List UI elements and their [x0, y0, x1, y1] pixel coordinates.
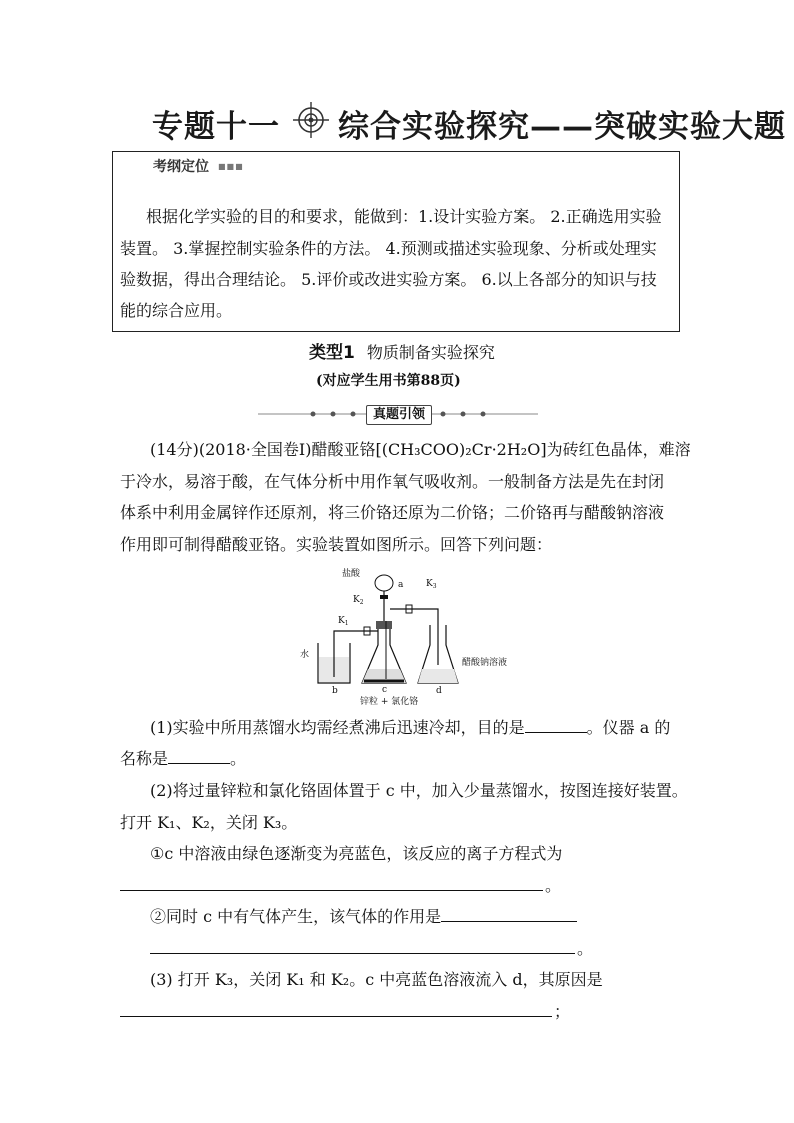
chapter-number: 专题十一 [152, 109, 280, 145]
label-a: a [398, 580, 404, 590]
section-subtitle: 物质制备实验探究 [366, 343, 495, 362]
q3-end: ； [554, 1002, 571, 1021]
syllabus-line-1: 根据化学实验的目的和要求，能做到：1.设计实验方案。 2.正确选用实验 [146, 207, 662, 226]
section-heading [309, 338, 495, 363]
label-water: 水 [300, 650, 310, 660]
problem-intro-line-3: 体系中利用金属锌作还原剂，将三价铬还原为二价铬；二价铬再与醋酸钠溶液 [120, 503, 665, 522]
q2-1-end: 。 [545, 876, 562, 895]
q1-text-b: 。仪器 a 的 [586, 718, 671, 737]
label-hcl: 盐酸 [342, 569, 361, 579]
label-b: b [332, 686, 338, 696]
question-2-line-2: 打开 K₁、K₂，关闭 K₃。 [120, 813, 298, 832]
label-k1: $K_1$ [338, 616, 349, 627]
q1-text-d: 。 [230, 749, 247, 768]
heading-dots-decoration: ■■■ [218, 162, 244, 171]
label-zn-crcl: 锌粒 + 氯化铬 [360, 697, 419, 707]
problem-intro-line-2: 于冷水，易溶于酸，在气体分析中用作氧气吸收剂。一般制备方法是先在封闭 [120, 472, 665, 491]
syllabus-line-4: 能的综合应用。 [120, 301, 233, 320]
question-2-line-1: (2)将过量锌粒和氯化铬固体置于 c 中，加入少量蒸馏水，按图连接好装置。 [150, 781, 688, 800]
q2-2-blank[interactable] [441, 909, 577, 922]
q2-2-answer-line[interactable] [150, 953, 575, 954]
syllabus-line-2: 装置。 3.掌握控制实验条件的方法。 4.预测或描述实验现象、分析或处理实 [120, 239, 657, 258]
real-exam-label: 真题引领 [366, 405, 432, 425]
problem-intro-line-4: 作用即可制得醋酸亚铬。实验装置如图所示。回答下列问题： [120, 535, 553, 554]
section-type-label: 类型1 [309, 343, 355, 363]
q1-blank-purpose[interactable] [525, 720, 587, 733]
label-d: d [436, 686, 442, 696]
problem-intro-line-1: (14分)(2018·全国卷Ⅰ)醋酸亚铬[(CH₃COO)₂Cr·2H₂O]为砖红色晶体，难溶 [150, 440, 691, 459]
chapter-title: 综合实验探究——突破实验大题 [338, 109, 786, 145]
question-1-line-2 [120, 751, 246, 767]
label-c: c [382, 685, 388, 695]
q3-answer-line[interactable] [120, 1016, 552, 1017]
syllabus-line-3: 验数据，得出合理结论。 5.评价或改进实验方案。 6.以上各部分的知识与技 [120, 270, 657, 289]
question-3: (3) 打开 K₃，关闭 K₁ 和 K₂。c 中亮蓝色溶液流入 d，其原因是 [150, 970, 603, 989]
crosshair-emblem-icon [292, 101, 330, 139]
q2-1-answer-line[interactable] [120, 890, 543, 891]
question-2-1: ①c 中溶液由绿色逐渐变为亮蓝色，该反应的离子方程式为 [150, 844, 563, 863]
label-sodium-acetate: 醋酸钠溶液 [462, 658, 508, 668]
q1-blank-instrument[interactable] [168, 751, 230, 764]
question-1-line-1 [150, 720, 670, 736]
q1-text-c: 名称是 [120, 749, 169, 768]
label-k3: $K_3$ [426, 579, 437, 590]
label-k2: $K_2$ [353, 595, 364, 606]
q1-text-a: (1)实验中所用蒸馏水均需经煮沸后迅速冷却，目的是 [150, 718, 525, 737]
q2-2-text: ②同时 c 中有气体产生，该气体的作用是 [150, 907, 442, 926]
q2-2-end: 。 [577, 939, 594, 958]
apparatus-diagram [298, 565, 558, 710]
book-page-reference: (对应学生用书第88页) [316, 373, 461, 389]
syllabus-heading: 考纲定位 [153, 159, 209, 175]
question-2-2 [150, 909, 577, 925]
